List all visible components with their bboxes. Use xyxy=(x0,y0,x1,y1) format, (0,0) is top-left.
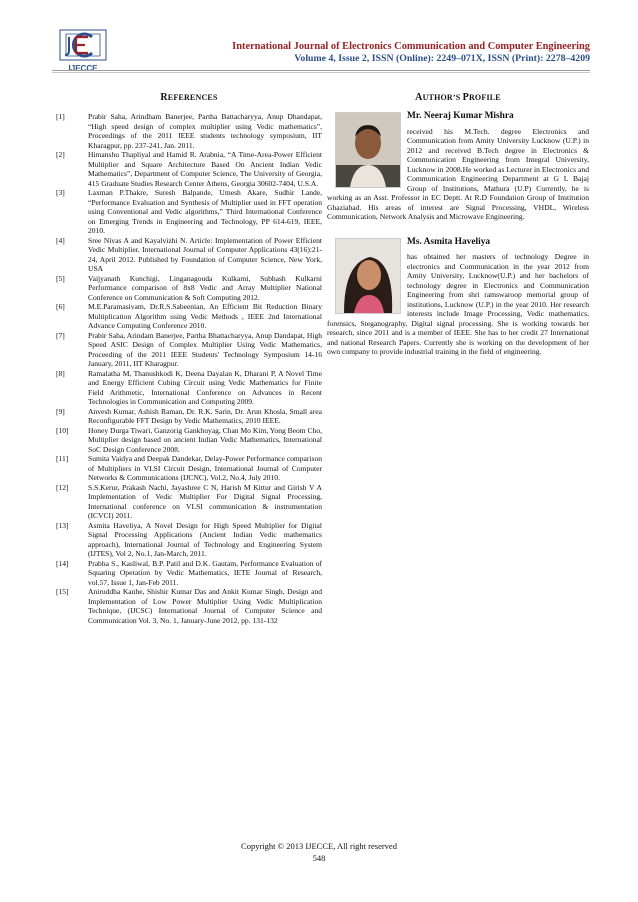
heading-cap: A xyxy=(415,92,423,103)
reference-number: [3] xyxy=(56,188,65,197)
author-profile-column xyxy=(327,92,589,357)
reference-text: Sree Nivas A and Kayalvizhi N. Article: Implementation of Power Efficient Vedic Multiplier. International Journal of Computer Applications 43(16):21-24, April 2012. Published by Foundation of Computer Science, New York, USA xyxy=(88,235,322,273)
reference-item xyxy=(56,302,322,331)
reference-text: Laxman P.Thakre, Suresh Balpande, Umesh Akare, Sudhir Lande, “Performance Evaluation and Synthesis of Multiplier used in FFT operation using Conventional and Vedic algorithms,” Third International Conference on Emerging Trends in Engineering and Technology, PP 614-619, IEEE, 2010. xyxy=(88,188,322,235)
references-column xyxy=(56,92,322,625)
journal-logo xyxy=(52,28,114,74)
reference-text: Himanshu Thapliyal and Hamid R. Arabnia, “A Time-Area-Power Efficient Multiplier and Square Architecture Based On Ancient Indian Vedic Mathematics”, Department of Computer Science, The University of Georgia, 415 Graduate Studies Research Center Athens, Georgia 30602-7404, U.S.A. xyxy=(88,150,322,188)
author-profile-1 xyxy=(327,112,589,222)
reference-number: [2] xyxy=(56,150,65,159)
reference-item xyxy=(56,483,322,521)
reference-text: S.S.Kerur, Prakash Nachi, Jayashree C N, Harish M Kittur and Girish V A Implementation of Vedic Multiplier For Digital Signal Processing, International conference on VLSI communication & instrumentation (ICVCI) 2011. xyxy=(88,482,322,520)
reference-item xyxy=(56,274,322,303)
author-profile-2 xyxy=(327,238,589,357)
reference-item xyxy=(56,331,322,369)
references-heading-cap: R xyxy=(160,92,168,103)
reference-number: [9] xyxy=(56,406,65,416)
reference-number: [13] xyxy=(56,520,69,530)
references-heading xyxy=(56,92,322,103)
page-number: 548 xyxy=(312,853,326,863)
reference-number: [4] xyxy=(56,235,65,245)
reference-number: [7] xyxy=(56,330,65,340)
reference-item xyxy=(56,587,322,625)
reference-item xyxy=(56,454,322,483)
reference-item xyxy=(56,236,322,274)
author-photo xyxy=(335,238,401,314)
heading-cap: P xyxy=(462,92,469,103)
reference-item xyxy=(56,369,322,407)
reference-text: Asmita Haveliya, A Novel Design for High Speed Multiplier for Digital Signal Processing Applications (Ancient Indian Vedic mathematics approach), International Journal of Technology and Engineering System (IJTES), Vol 2, No.1, Jan-March, 2011. xyxy=(88,520,322,558)
copyright-footer: Copyright © 2013 IJECCE, All right reserved xyxy=(241,841,397,851)
reference-text: Ramalatha M, Thanushkodi K, Deena Dayalan K, Dharani P, A Novel Time and Energy Efficient Cubing Circuit using Vedic Mathematics for Finite Field Arithmetic, International Conference on Advances in Recent Technologies in Communication and Computing 2009. xyxy=(88,368,322,406)
journal-title: International Journal of Electronics Communication and Computer Engineering xyxy=(232,41,590,52)
heading-mid: ’S xyxy=(452,93,463,102)
reference-number: [15] xyxy=(56,587,69,596)
reference-number: [11] xyxy=(56,454,69,463)
logo-text: IJECCE xyxy=(68,64,98,73)
author-bio: has obtained her masters of technology Degree in electronics and Communication in the year 2012 from Amity University, Lucknow(U.P.) and her bachelors of technology degree in Electronics and Communication Engineering from shri ramswaroop memorial group of institutions, Lucknow (U.P.) in the year 2010. Her research interests include Image Processing, Vedic mathematics, forensics, Steganography, Digital signal processing. She is working towards her research, since 2011 and is a member of IEEE. She has to her credit 27 International and national Research Papers. Currently she is working on the development of her own company to provide industrial training in the field of engineering. xyxy=(327,252,589,356)
header-rule-secondary xyxy=(52,72,590,73)
reference-number: [12] xyxy=(56,482,69,492)
reference-text: M.E.Paramasivam, Dr.R.S.Sabeenian, An Efficient Bit Reduction Binary Multiplication Algorithm using Vedic Methods , IEEE 2nd International Advance Computing Conference 2010. xyxy=(88,302,322,330)
reference-text: Prabir Saha, Arindham Banerjee, Partha Battacharyya, Anup Dhandapat, “High speed design of complex multiplier using Vedic mathematics”, Proceedings of the 2011 IEEE students technology symposium, IIT Kharagpur, pp. 237-241, Jan. 2011. xyxy=(88,112,322,150)
author-profile-heading xyxy=(327,92,589,103)
references-heading-rest: EFERENCES xyxy=(167,93,218,102)
reference-number: [8] xyxy=(56,368,65,378)
reference-item xyxy=(56,112,322,150)
heading-rest: UTHOR xyxy=(422,93,453,102)
reference-text: Prabir Saha, Arindam Banerjee, Partha Bhattacharyya, Anup Dandapat, High Speed ASIC Design of Complex Multiplier Using Vedic Mathematics, Proceeding of the 2011 IEEE Students' Technology Symposium 14-16 January, 2011, IIT Kharagpur. xyxy=(88,330,322,368)
reference-number: [14] xyxy=(56,558,69,568)
reference-item xyxy=(56,559,322,588)
reference-item xyxy=(56,407,322,426)
reference-text: Honey Durga Tiwari, Ganzorig Gankhuyag, Chan Mo Kim, Yong Beom Cho, Multiplier design based on ancient Indian Vedic Mathematics, International SoC Design Conference 2008. xyxy=(88,425,323,454)
reference-text: Aniruddha Kanhe, Shishir Kumar Das and Ankit Kumar Singh, Design and Implementation of Low Power Multiplier Using Vedic Multiplication Technique, (IJCSC) International Journal of Computer Science and Communication Vol. 3, No. 1, January-June 2012, pp. 131-132 xyxy=(88,587,322,625)
reference-text: Prabha S., Kasliwal, B.P. Patil and D.K. Gautam, Performance Evaluation of Squaring Operation by Vedic Mathematics, IETE Journal of Research, vol.57, Issue 1, Jan-Feb 2011. xyxy=(88,558,322,587)
header-rule xyxy=(52,70,590,71)
heading-rest: ROFILE xyxy=(468,93,501,102)
reference-number: [10] xyxy=(56,425,69,435)
reference-item xyxy=(56,426,322,455)
reference-item xyxy=(56,188,322,236)
reference-number: [1] xyxy=(56,112,65,121)
author-photo xyxy=(335,112,401,188)
reference-text: Sumita Vaidya and Deepak Dandekar, Delay-Power Performance comparison of Multipliers in VLSI Circuit Design, International Journal of Computer Networks & Communications (IJCNC), Vol.2, No.4, July 2010. xyxy=(88,454,322,482)
reference-item xyxy=(56,521,322,559)
author-name: Ms. Asmita Haveliya xyxy=(407,236,491,247)
author-bio: received his M.Tech. degree Electronics and Communication from Amity University Lucknow (U.P.) in 2012 and received B.Tech degree in Electronics & Communication Engineering from Integral University, Lucknow in 2008.He worked as Lecturer in Electronics and Communication Engineering Department at G L Bajaj Group of Institutions, Mathura (U.P) Currently, he is working as an Asst. Professor in EC Deptt. At R.D Foundation Group of Institution Ghaziabad. His areas of interest are Signal Processing, VHDL, Wireless Communication, Network Analysis and Microwave Engineering. xyxy=(327,126,589,221)
reference-text: Anvesh Kumar, Ashish Raman, Dr. R.K. Sarin, Dr. Arun Khosla, Small area Reconfigurable FFT Design by Vedic Mathematics, 2010 IEEE. xyxy=(88,406,322,425)
reference-number: [6] xyxy=(56,302,65,311)
reference-number: [5] xyxy=(56,273,65,283)
reference-text: Vaijyanath Kunchigi, Linganagouda Kulkarni, Subhash Kulkarni Performance comparison of 8x8 Vedic and Array Multiplier National Conference on Communication & Soft Computing 2012. xyxy=(88,273,322,302)
references-list xyxy=(56,112,322,625)
journal-issue-line: Volume 4, Issue 2, ISSN (Online): 2249–071X, ISSN (Print): 2278–4209 xyxy=(294,53,590,64)
reference-item xyxy=(56,150,322,188)
author-name: Mr. Neeraj Kumar Mishra xyxy=(407,111,514,121)
